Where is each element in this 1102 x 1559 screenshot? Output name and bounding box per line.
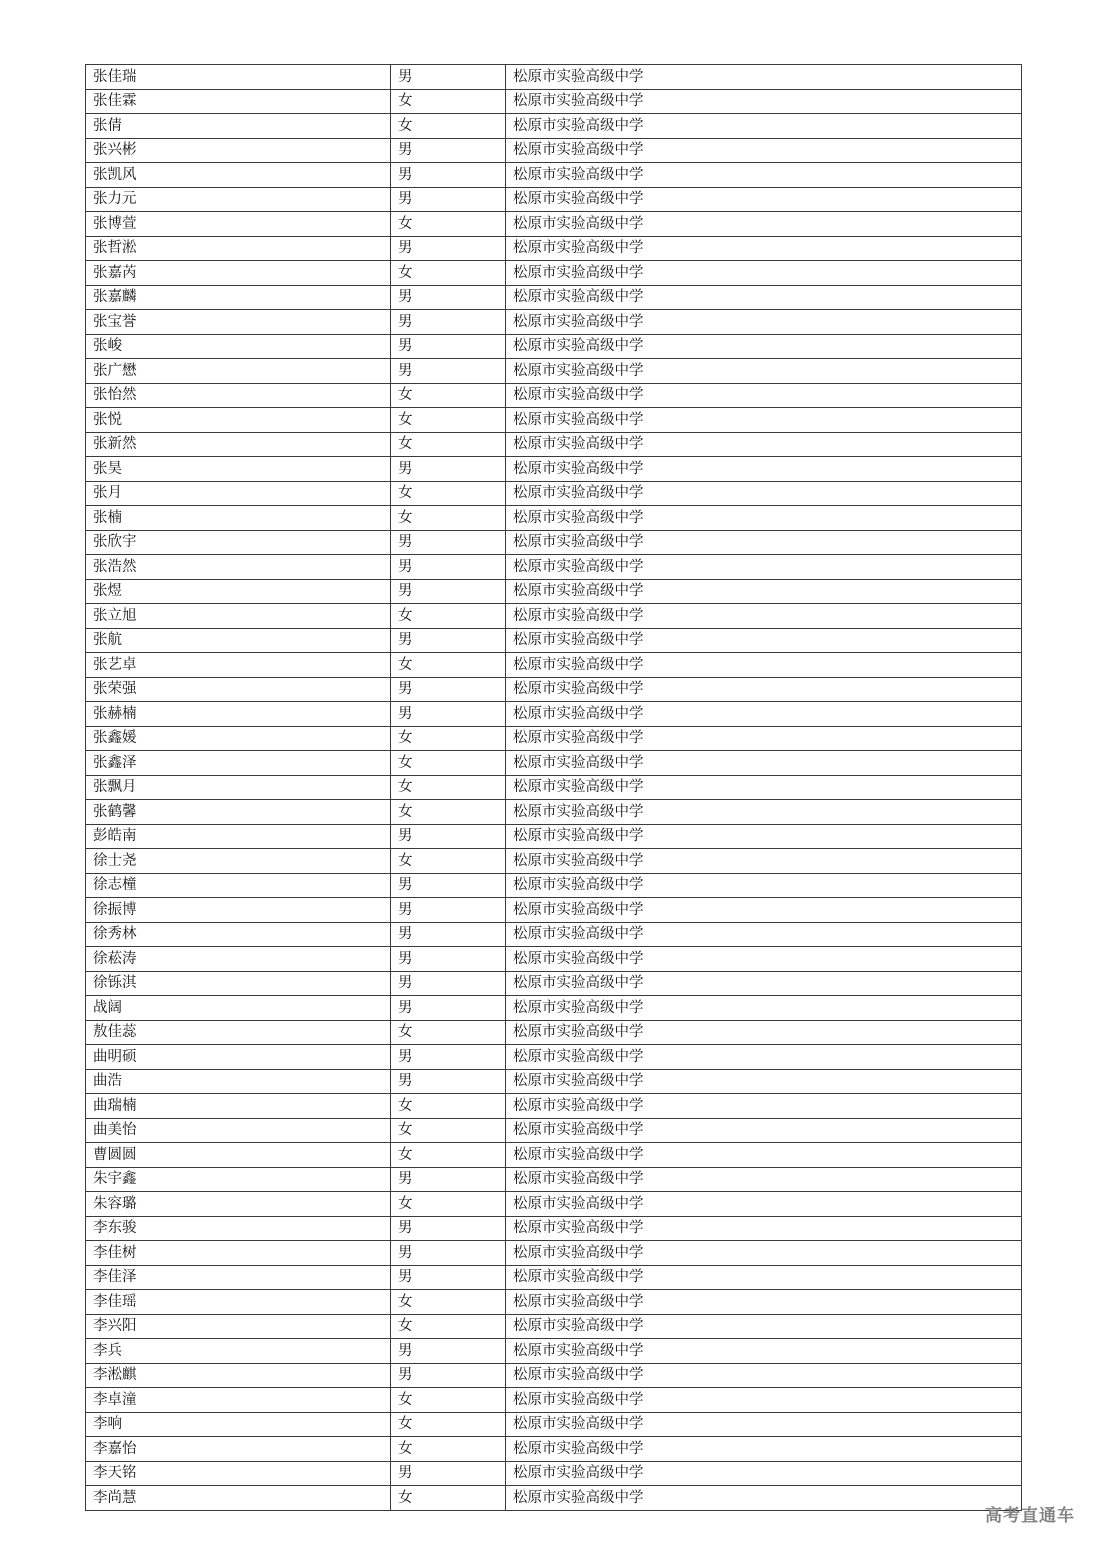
school-cell: 松原市实验高级中学 — [506, 1241, 1022, 1266]
name-cell: 张怡然 — [86, 383, 391, 408]
name-cell: 曲美怡 — [86, 1118, 391, 1143]
gender-cell: 男 — [391, 1045, 506, 1070]
school-cell: 松原市实验高级中学 — [506, 1314, 1022, 1339]
gender-cell: 女 — [391, 89, 506, 114]
school-cell: 松原市实验高级中学 — [506, 408, 1022, 433]
gender-cell: 女 — [391, 114, 506, 139]
table-row — [86, 628, 1022, 653]
gender-cell: 女 — [391, 1143, 506, 1168]
name-cell: 张飘月 — [86, 775, 391, 800]
table-row — [86, 971, 1022, 996]
gender-cell: 男 — [391, 1461, 506, 1486]
gender-cell: 女 — [391, 653, 506, 678]
gender-cell: 男 — [391, 187, 506, 212]
table-row — [86, 1216, 1022, 1241]
name-cell: 李天铭 — [86, 1461, 391, 1486]
gender-cell: 男 — [391, 65, 506, 90]
school-cell: 松原市实验高级中学 — [506, 383, 1022, 408]
table-row — [86, 1339, 1022, 1364]
name-cell: 张煜 — [86, 579, 391, 604]
gender-cell: 女 — [391, 261, 506, 286]
school-cell: 松原市实验高级中学 — [506, 628, 1022, 653]
name-cell: 徐秀林 — [86, 922, 391, 947]
gender-cell: 女 — [391, 212, 506, 237]
gender-cell: 男 — [391, 457, 506, 482]
gender-cell: 男 — [391, 702, 506, 727]
table-row — [86, 481, 1022, 506]
school-cell: 松原市实验高级中学 — [506, 751, 1022, 776]
student-roster-table — [85, 64, 1022, 1511]
gender-cell: 男 — [391, 922, 506, 947]
table-row — [86, 1388, 1022, 1413]
table-row — [86, 800, 1022, 825]
school-cell: 松原市实验高级中学 — [506, 849, 1022, 874]
gender-cell: 男 — [391, 1241, 506, 1266]
gender-cell: 男 — [391, 530, 506, 555]
gender-cell: 男 — [391, 1069, 506, 1094]
gender-cell: 男 — [391, 996, 506, 1021]
name-cell: 张鑫媛 — [86, 726, 391, 751]
name-cell: 张嘉麟 — [86, 285, 391, 310]
table-row — [86, 359, 1022, 384]
table-row — [86, 457, 1022, 482]
gender-cell: 女 — [391, 1437, 506, 1462]
gender-cell: 女 — [391, 1192, 506, 1217]
name-cell: 敖佳蕊 — [86, 1020, 391, 1045]
school-cell: 松原市实验高级中学 — [506, 677, 1022, 702]
school-cell: 松原市实验高级中学 — [506, 481, 1022, 506]
name-cell: 李东骏 — [86, 1216, 391, 1241]
name-cell: 战阔 — [86, 996, 391, 1021]
name-cell: 张新然 — [86, 432, 391, 457]
school-cell: 松原市实验高级中学 — [506, 1388, 1022, 1413]
name-cell: 徐士尧 — [86, 849, 391, 874]
school-cell: 松原市实验高级中学 — [506, 1437, 1022, 1462]
table-row — [86, 89, 1022, 114]
school-cell: 松原市实验高级中学 — [506, 1045, 1022, 1070]
table-row — [86, 1143, 1022, 1168]
school-cell: 松原市实验高级中学 — [506, 653, 1022, 678]
gender-cell: 女 — [391, 604, 506, 629]
gender-cell: 男 — [391, 1167, 506, 1192]
name-cell: 张哲淞 — [86, 236, 391, 261]
name-cell: 徐振博 — [86, 898, 391, 923]
school-cell: 松原市实验高级中学 — [506, 1290, 1022, 1315]
school-cell: 松原市实验高级中学 — [506, 89, 1022, 114]
table-row — [86, 996, 1022, 1021]
school-cell: 松原市实验高级中学 — [506, 310, 1022, 335]
roster-table-body — [86, 65, 1022, 1511]
gender-cell: 男 — [391, 628, 506, 653]
table-row — [86, 408, 1022, 433]
gender-cell: 男 — [391, 947, 506, 972]
school-cell: 松原市实验高级中学 — [506, 800, 1022, 825]
school-cell: 松原市实验高级中学 — [506, 1069, 1022, 1094]
table-row — [86, 604, 1022, 629]
gender-cell: 女 — [391, 1094, 506, 1119]
table-row — [86, 530, 1022, 555]
school-cell: 松原市实验高级中学 — [506, 898, 1022, 923]
school-cell: 松原市实验高级中学 — [506, 530, 1022, 555]
school-cell: 松原市实验高级中学 — [506, 359, 1022, 384]
name-cell: 李嘉怡 — [86, 1437, 391, 1462]
gender-cell: 男 — [391, 555, 506, 580]
name-cell: 张宝誉 — [86, 310, 391, 335]
school-cell: 松原市实验高级中学 — [506, 775, 1022, 800]
table-row — [86, 1412, 1022, 1437]
table-row — [86, 751, 1022, 776]
school-cell: 松原市实验高级中学 — [506, 187, 1022, 212]
table-row — [86, 824, 1022, 849]
name-cell: 曲瑞楠 — [86, 1094, 391, 1119]
table-row — [86, 1314, 1022, 1339]
table-row — [86, 702, 1022, 727]
school-cell: 松原市实验高级中学 — [506, 604, 1022, 629]
name-cell: 徐菘涛 — [86, 947, 391, 972]
table-row — [86, 922, 1022, 947]
table-row — [86, 334, 1022, 359]
table-row — [86, 1363, 1022, 1388]
name-cell: 李响 — [86, 1412, 391, 1437]
school-cell: 松原市实验高级中学 — [506, 457, 1022, 482]
gender-cell: 男 — [391, 310, 506, 335]
name-cell: 张航 — [86, 628, 391, 653]
name-cell: 李佳树 — [86, 1241, 391, 1266]
name-cell: 张凯风 — [86, 163, 391, 188]
name-cell: 张鑫泽 — [86, 751, 391, 776]
gender-cell: 女 — [391, 481, 506, 506]
school-cell: 松原市实验高级中学 — [506, 163, 1022, 188]
gender-cell: 男 — [391, 824, 506, 849]
table-row — [86, 1045, 1022, 1070]
table-row — [86, 1265, 1022, 1290]
gender-cell: 男 — [391, 579, 506, 604]
table-row — [86, 1020, 1022, 1045]
table-row — [86, 849, 1022, 874]
gender-cell: 男 — [391, 873, 506, 898]
table-row — [86, 65, 1022, 90]
name-cell: 彭皓南 — [86, 824, 391, 849]
name-cell: 张立旭 — [86, 604, 391, 629]
table-row — [86, 1290, 1022, 1315]
table-row — [86, 1069, 1022, 1094]
gender-cell: 女 — [391, 1388, 506, 1413]
name-cell: 张浩然 — [86, 555, 391, 580]
school-cell: 松原市实验高级中学 — [506, 114, 1022, 139]
school-cell: 松原市实验高级中学 — [506, 824, 1022, 849]
school-cell: 松原市实验高级中学 — [506, 726, 1022, 751]
table-row — [86, 1461, 1022, 1486]
gender-cell: 女 — [391, 1412, 506, 1437]
school-cell: 松原市实验高级中学 — [506, 947, 1022, 972]
table-row — [86, 432, 1022, 457]
table-row — [86, 1241, 1022, 1266]
name-cell: 张悦 — [86, 408, 391, 433]
name-cell: 张佳瑞 — [86, 65, 391, 90]
name-cell: 张博萱 — [86, 212, 391, 237]
school-cell: 松原市实验高级中学 — [506, 579, 1022, 604]
table-row — [86, 775, 1022, 800]
table-row — [86, 653, 1022, 678]
school-cell: 松原市实验高级中学 — [506, 971, 1022, 996]
table-row — [86, 212, 1022, 237]
school-cell: 松原市实验高级中学 — [506, 65, 1022, 90]
gender-cell: 女 — [391, 383, 506, 408]
school-cell: 松原市实验高级中学 — [506, 1118, 1022, 1143]
school-cell: 松原市实验高级中学 — [506, 873, 1022, 898]
name-cell: 张月 — [86, 481, 391, 506]
gender-cell: 女 — [391, 506, 506, 531]
school-cell: 松原市实验高级中学 — [506, 236, 1022, 261]
table-row — [86, 1094, 1022, 1119]
school-cell: 松原市实验高级中学 — [506, 702, 1022, 727]
name-cell: 张鹤馨 — [86, 800, 391, 825]
gender-cell: 男 — [391, 138, 506, 163]
table-row — [86, 898, 1022, 923]
table-row — [86, 726, 1022, 751]
gender-cell: 男 — [391, 1363, 506, 1388]
gender-cell: 女 — [391, 1314, 506, 1339]
name-cell: 李兴阳 — [86, 1314, 391, 1339]
table-row — [86, 163, 1022, 188]
gender-cell: 男 — [391, 898, 506, 923]
school-cell: 松原市实验高级中学 — [506, 996, 1022, 1021]
school-cell: 松原市实验高级中学 — [506, 285, 1022, 310]
name-cell: 曲浩 — [86, 1069, 391, 1094]
school-cell: 松原市实验高级中学 — [506, 922, 1022, 947]
table-row — [86, 873, 1022, 898]
name-cell: 张楠 — [86, 506, 391, 531]
gender-cell: 男 — [391, 359, 506, 384]
school-cell: 松原市实验高级中学 — [506, 1339, 1022, 1364]
gender-cell: 女 — [391, 800, 506, 825]
gender-cell: 女 — [391, 751, 506, 776]
school-cell: 松原市实验高级中学 — [506, 1143, 1022, 1168]
gender-cell: 男 — [391, 285, 506, 310]
name-cell: 张佳霖 — [86, 89, 391, 114]
table-row — [86, 1192, 1022, 1217]
table-row — [86, 947, 1022, 972]
name-cell: 李佳泽 — [86, 1265, 391, 1290]
school-cell: 松原市实验高级中学 — [506, 1412, 1022, 1437]
name-cell: 张欣宇 — [86, 530, 391, 555]
gender-cell: 男 — [391, 236, 506, 261]
name-cell: 张荣强 — [86, 677, 391, 702]
name-cell: 李尚慧 — [86, 1486, 391, 1511]
table-row — [86, 285, 1022, 310]
name-cell: 徐志橦 — [86, 873, 391, 898]
name-cell: 朱容璐 — [86, 1192, 391, 1217]
school-cell: 松原市实验高级中学 — [506, 555, 1022, 580]
table-row — [86, 1486, 1022, 1511]
name-cell: 张广懋 — [86, 359, 391, 384]
table-row — [86, 114, 1022, 139]
name-cell: 李卓潼 — [86, 1388, 391, 1413]
gender-cell: 男 — [391, 971, 506, 996]
school-cell: 松原市实验高级中学 — [506, 138, 1022, 163]
school-cell: 松原市实验高级中学 — [506, 261, 1022, 286]
school-cell: 松原市实验高级中学 — [506, 1265, 1022, 1290]
name-cell: 张艺卓 — [86, 653, 391, 678]
table-row — [86, 555, 1022, 580]
gender-cell: 女 — [391, 726, 506, 751]
gender-cell: 男 — [391, 334, 506, 359]
school-cell: 松原市实验高级中学 — [506, 1363, 1022, 1388]
table-row — [86, 187, 1022, 212]
table-row — [86, 261, 1022, 286]
name-cell: 张兴彬 — [86, 138, 391, 163]
gender-cell: 男 — [391, 1216, 506, 1241]
gender-cell: 女 — [391, 1118, 506, 1143]
school-cell: 松原市实验高级中学 — [506, 1216, 1022, 1241]
gender-cell: 女 — [391, 1290, 506, 1315]
name-cell: 李兵 — [86, 1339, 391, 1364]
school-cell: 松原市实验高级中学 — [506, 506, 1022, 531]
school-cell: 松原市实验高级中学 — [506, 1094, 1022, 1119]
table-row — [86, 310, 1022, 335]
school-cell: 松原市实验高级中学 — [506, 1020, 1022, 1045]
gender-cell: 女 — [391, 849, 506, 874]
gender-cell: 女 — [391, 432, 506, 457]
gender-cell: 女 — [391, 1020, 506, 1045]
gender-cell: 男 — [391, 1265, 506, 1290]
name-cell: 张力元 — [86, 187, 391, 212]
table-row — [86, 677, 1022, 702]
table-row — [86, 579, 1022, 604]
gender-cell: 男 — [391, 677, 506, 702]
gender-cell: 男 — [391, 1339, 506, 1364]
watermark-text: 高考直通车 — [985, 1506, 1075, 1525]
school-cell: 松原市实验高级中学 — [506, 1192, 1022, 1217]
table-row — [86, 383, 1022, 408]
school-cell: 松原市实验高级中学 — [506, 1486, 1022, 1511]
school-cell: 松原市实验高级中学 — [506, 334, 1022, 359]
name-cell: 张峻 — [86, 334, 391, 359]
school-cell: 松原市实验高级中学 — [506, 1167, 1022, 1192]
name-cell: 徐铄淇 — [86, 971, 391, 996]
name-cell: 曹圆圆 — [86, 1143, 391, 1168]
name-cell: 朱宇鑫 — [86, 1167, 391, 1192]
name-cell: 张赫楠 — [86, 702, 391, 727]
name-cell: 李淞麒 — [86, 1363, 391, 1388]
table-row — [86, 1167, 1022, 1192]
table-row — [86, 506, 1022, 531]
school-cell: 松原市实验高级中学 — [506, 212, 1022, 237]
gender-cell: 女 — [391, 775, 506, 800]
name-cell: 曲明硕 — [86, 1045, 391, 1070]
name-cell: 张昊 — [86, 457, 391, 482]
table-row — [86, 138, 1022, 163]
gender-cell: 男 — [391, 163, 506, 188]
table-row — [86, 236, 1022, 261]
school-cell: 松原市实验高级中学 — [506, 1461, 1022, 1486]
school-cell: 松原市实验高级中学 — [506, 432, 1022, 457]
name-cell: 张倩 — [86, 114, 391, 139]
name-cell: 李佳瑶 — [86, 1290, 391, 1315]
table-row — [86, 1118, 1022, 1143]
gender-cell: 女 — [391, 1486, 506, 1511]
name-cell: 张嘉芮 — [86, 261, 391, 286]
table-row — [86, 1437, 1022, 1462]
gender-cell: 女 — [391, 408, 506, 433]
